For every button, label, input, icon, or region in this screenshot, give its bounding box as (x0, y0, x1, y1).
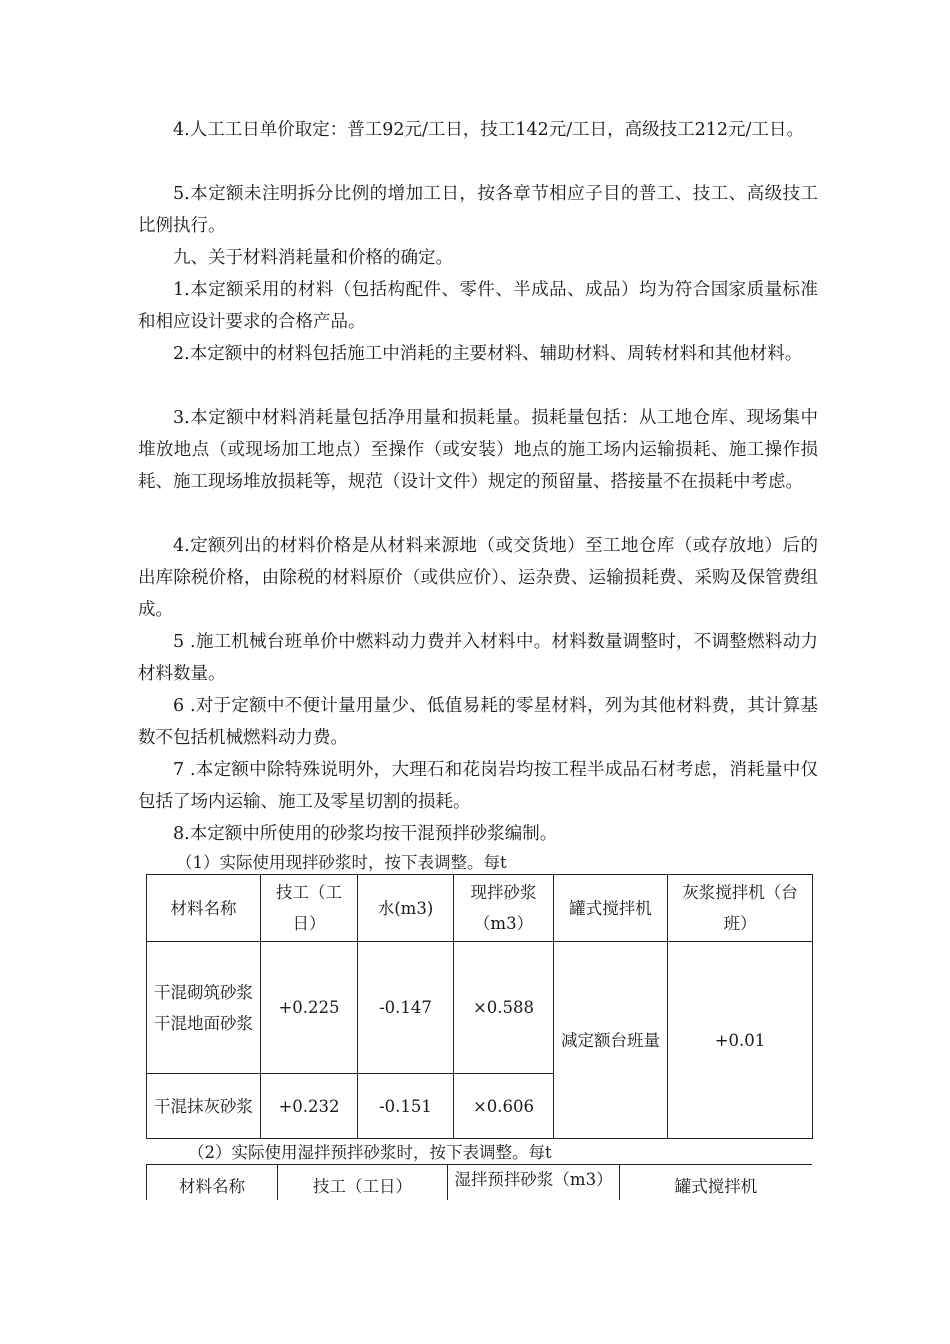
cell-water: -0.151 (358, 1074, 454, 1139)
header-material-name: 材料名称 (147, 1165, 278, 1201)
cell-material-name: 干混抹灰砂浆 (147, 1074, 261, 1139)
cell-water: -0.147 (358, 942, 454, 1074)
paragraph-material-price: 4.定额列出的材料价格是从材料来源地（或交货地）至工地仓库（或存放地）后的出库除税价格，由除税的材料原价（或供应价）、运杂费、运输损耗费、采购及保管费组成。 (138, 536, 818, 620)
cell-labor: +0.232 (261, 1074, 358, 1139)
header-site-mortar: 现拌砂浆（m3） (454, 875, 554, 942)
wet-mortar-table (146, 1164, 812, 1200)
header-labor: 技工（工日） (261, 875, 358, 942)
header-labor: 技工（工日） (278, 1165, 448, 1201)
paragraph-mortar: 8.本定额中所使用的砂浆均按干混预拌砂浆编制。 (173, 824, 558, 844)
section-heading-materials: 九、关于材料消耗量和价格的确定。 (173, 248, 453, 268)
paragraph-stone: 7 .本定额中除特殊说明外，大理石和花岗岩均按工程半成品石材考虑，消耗量中仅包括了场内运输、施工及零星切割的损耗。 (138, 760, 818, 812)
paragraph-misc-materials: 6 .对于定额中不便计量用量少、低值易耗的零星材料，列为其他材料费，其计算基数不包括机械燃料动力费。 (138, 696, 818, 748)
header-mortar-mixer: 灰浆搅拌机（台班） (668, 875, 813, 942)
wet-mortar-table-clip (146, 1164, 812, 1200)
cell-tank-mixer: 减定额台班量 (554, 942, 668, 1139)
header-water: 水(m3) (358, 875, 454, 942)
paragraph-extra-workdays: 5.本定额未注明拆分比例的增加工日，按各章节相应子目的普工、技工、高级技工比例执行。 (138, 184, 818, 236)
header-material-name: 材料名称 (147, 875, 261, 942)
table2-caption: （2）实际使用湿拌预拌砂浆时，按下表调整。每t (188, 1143, 552, 1162)
table1-caption: （1）实际使用现拌砂浆时，按下表调整。每t (176, 853, 507, 872)
paragraph-material-quality: 1.本定额采用的材料（包括构配件、零件、半成品、成品）均为符合国家质量标准和相应设计要求的合格产品。 (138, 280, 818, 332)
paragraph-material-loss: 3.本定额中材料消耗量包括净用量和损耗量。损耗量包括：从工地仓库、现场集中堆放地点（或现场加工地点）至操作（或安装）地点的施工场内运输损耗、施工操作损耗、施工现场堆放损耗等，规范（设计文件）规定的预留量、搭接量不在损耗中考虑。 (138, 408, 818, 492)
table-row (147, 942, 813, 1074)
mortar-adjust-table (146, 874, 813, 1139)
cell-site-mortar: ×0.606 (454, 1074, 554, 1139)
paragraph-labor-price: 4.人工工日单价取定：普工92元/工日，技工142元/工日，高级技工212元/工日。 (173, 120, 804, 140)
table-header-row (147, 1165, 813, 1201)
paragraph-fuel-power: 5 .施工机械台班单价中燃料动力费并入材料中。材料数量调整时，不调整燃料动力材料数量。 (138, 632, 818, 684)
table-header-row (147, 875, 813, 942)
cell-mortar-mixer: +0.01 (668, 942, 813, 1139)
cell-labor: +0.225 (261, 942, 358, 1074)
header-wet-mortar: 湿拌预拌砂浆（m3） (448, 1165, 620, 1201)
header-tank-mixer: 罐式搅拌机 (554, 875, 668, 942)
header-tank-mixer: 罐式搅拌机 (620, 1165, 813, 1201)
cell-site-mortar: ×0.588 (454, 942, 554, 1074)
paragraph-material-types: 2.本定额中的材料包括施工中消耗的主要材料、辅助材料、周转材料和其他材料。 (173, 344, 803, 364)
cell-material-name: 干混砌筑砂浆干混地面砂浆 (147, 942, 261, 1074)
